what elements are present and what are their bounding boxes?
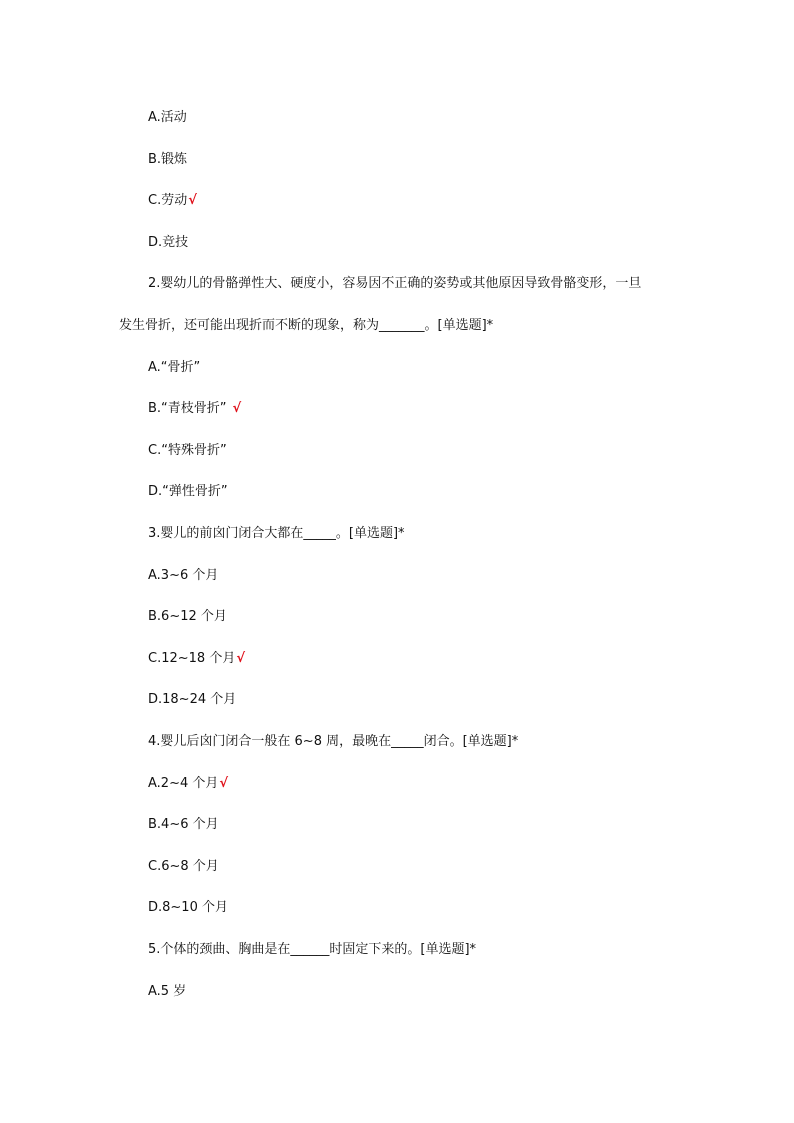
option-q4-a: A.2~4 个月√ <box>148 776 229 791</box>
correct-check-mark: √ <box>236 651 245 666</box>
option-q1-a: A.活动 <box>148 110 187 125</box>
question-5-stem: 5.个体的颈曲、胸曲是在______时固定下来的。[单选题]* <box>148 942 477 957</box>
option-q3-b: B.6~12 个月 <box>148 609 227 624</box>
option-q4-d: D.8~10 个月 <box>148 900 228 915</box>
option-q3-c: C.12~18 个月√ <box>148 651 245 666</box>
correct-check-mark: √ <box>219 776 229 791</box>
question-2-stem-continued: 发生骨折，还可能出现折而不断的现象，称为_______。[单选题]* <box>119 318 494 333</box>
option-q4-b: B.4~6 个月 <box>148 817 219 832</box>
option-q1-c: C.劳动√ <box>148 193 197 208</box>
option-q5-a: A.5 岁 <box>148 984 187 999</box>
option-q1-d: D.竞技 <box>148 235 189 250</box>
question-3-stem: 3.婴儿的前囟门闭合大都在_____。[单选题]* <box>148 526 405 541</box>
option-q2-a: A.“骨折” <box>148 360 201 375</box>
option-q4-c: C.6~8 个月 <box>148 859 219 874</box>
question-2-stem: 2.婴幼儿的骨骼弹性大、硬度小，容易因不正确的姿势或其他原因导致骨骼变形，一旦 <box>148 276 642 291</box>
option-q2-b: B.“青枝骨折” √ <box>148 401 242 416</box>
option-q1-b: B.锻炼 <box>148 152 188 167</box>
correct-check-mark: √ <box>188 193 197 208</box>
option-q3-a: A.3~6 个月 <box>148 568 219 583</box>
option-q2-c: C.“特殊骨折” <box>148 443 227 458</box>
question-4-stem: 4.婴儿后囟门闭合一般在 6~8 周，最晚在_____闭合。[单选题]* <box>148 734 519 749</box>
option-q3-d: D.18~24 个月 <box>148 692 237 707</box>
correct-check-mark: √ <box>232 401 242 416</box>
option-q2-d: D.“弹性骨折” <box>148 484 228 499</box>
